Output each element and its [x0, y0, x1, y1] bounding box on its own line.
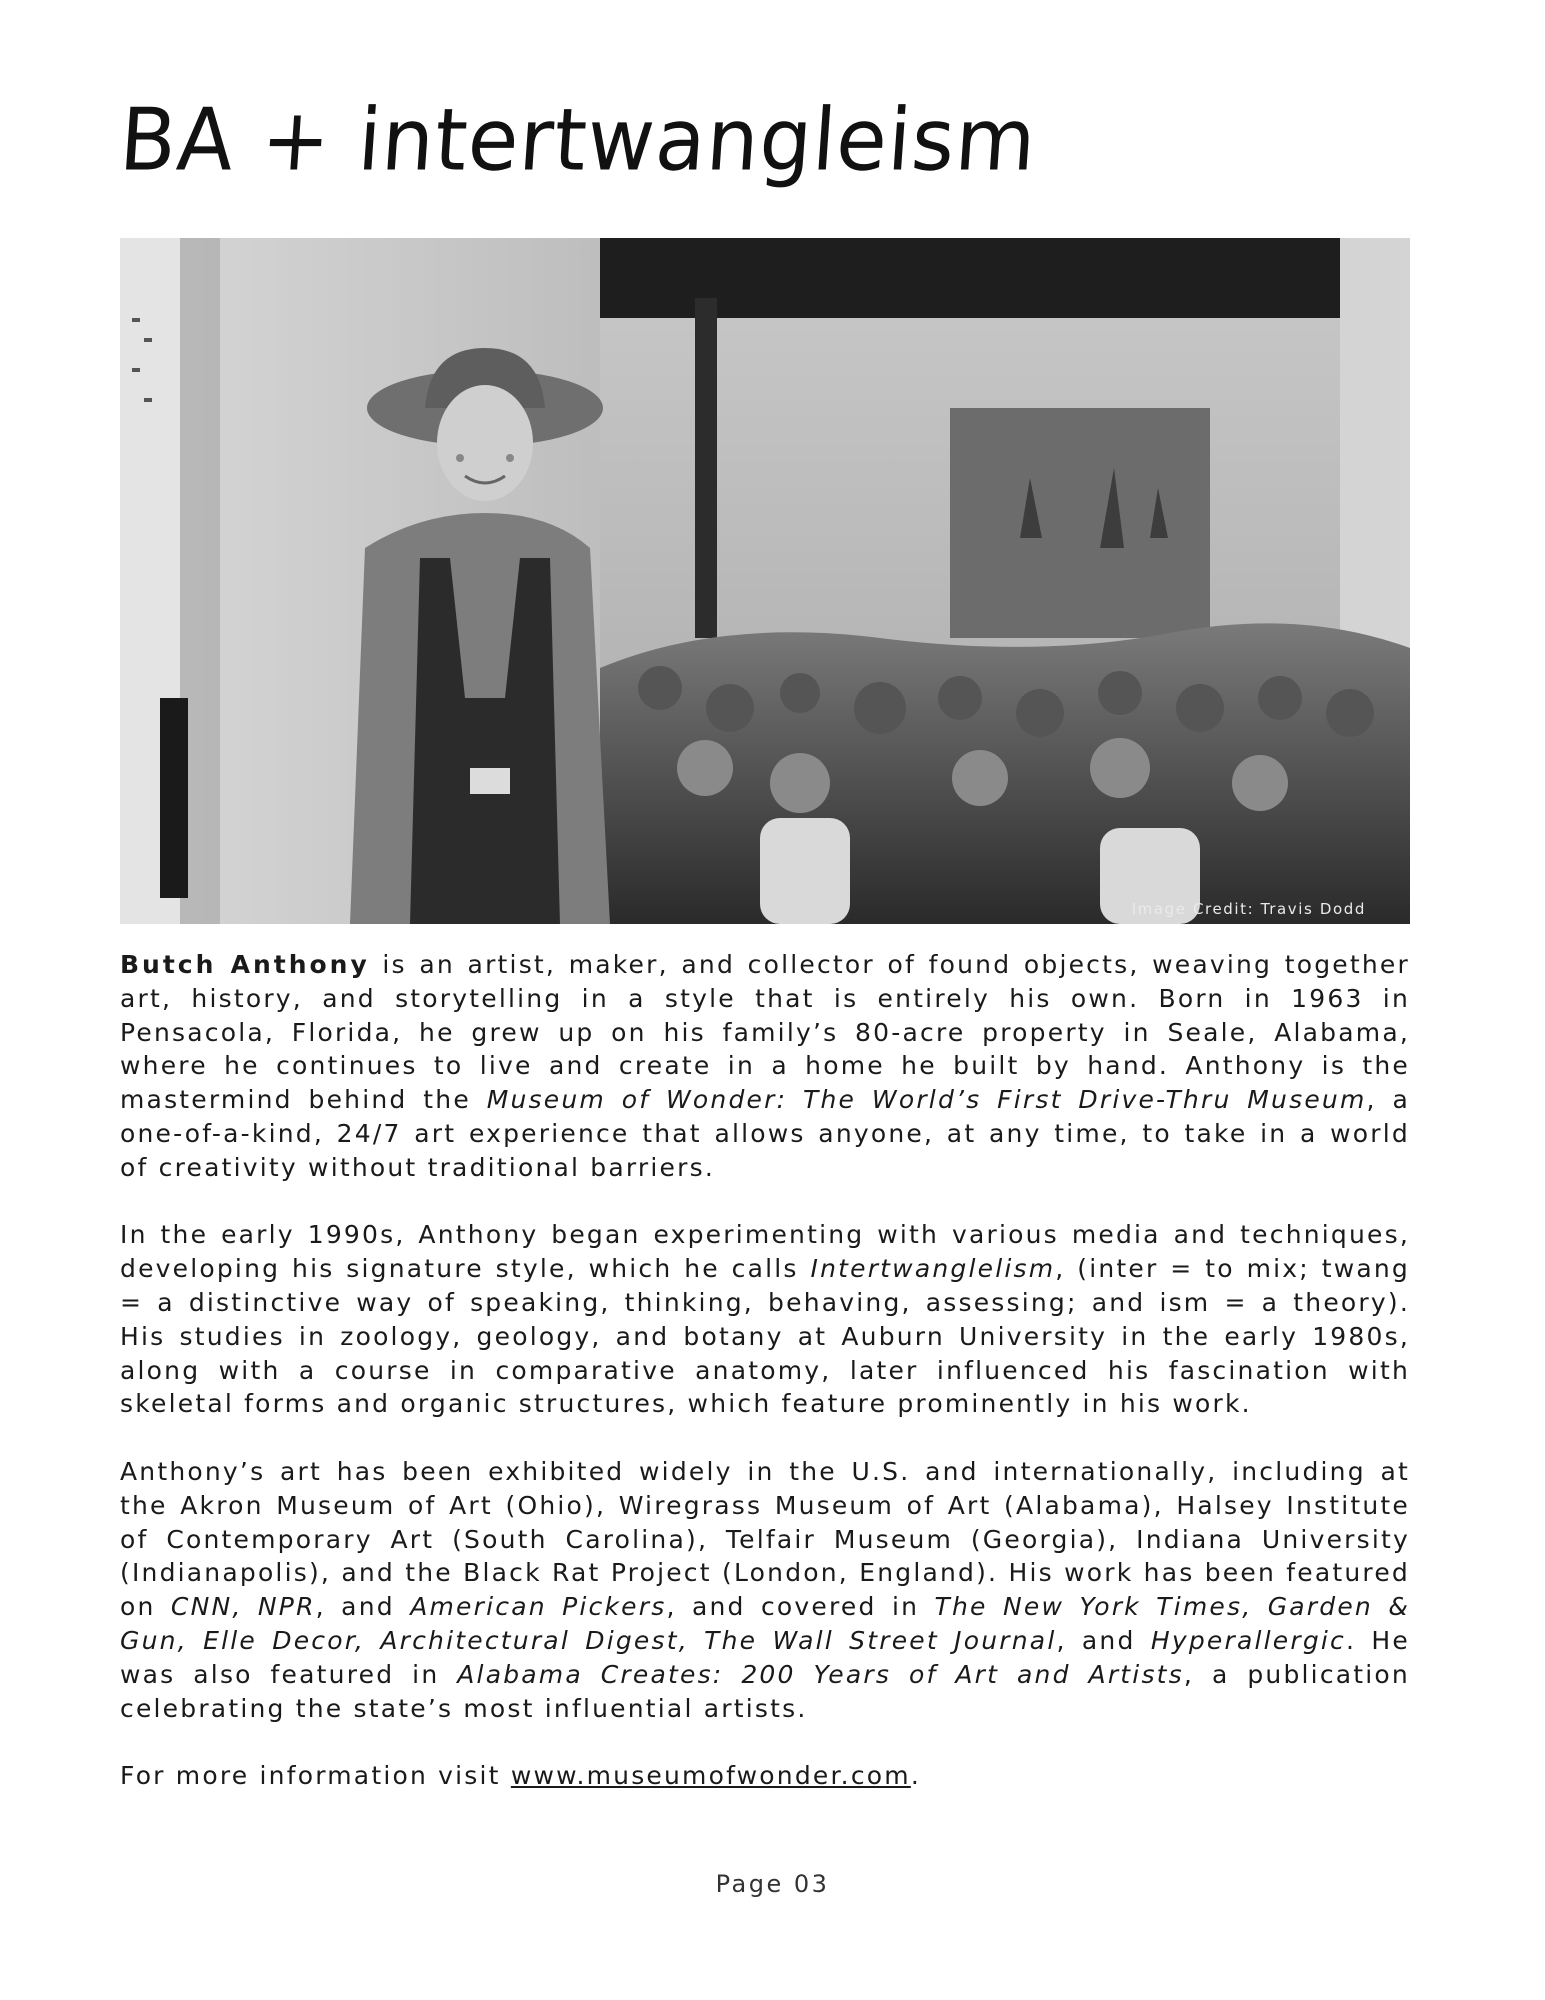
bio-paragraph-4 — [120, 1759, 1410, 1793]
page-title: BA + intertwangleism — [116, 90, 1040, 191]
text-run: , and — [1056, 1625, 1151, 1655]
text-run: , a publication celebrating the state’s most influential artists. — [120, 1659, 1410, 1723]
bio-text — [120, 948, 1410, 1793]
bio-paragraph-1 — [120, 948, 1410, 1185]
text-run: is an artist, maker, and collector of found objects, weaving together art, history, and storytelling in a style that is entirely his own. Born in 1963 in Pensacola, Florida, he grew up on his family’s 80-acre property in Seale, Alabama, where he continues to live and create in a home he built by hand. Anthony is the mastermind behind the — [120, 950, 1410, 1115]
text-run: , and covered in — [666, 1592, 935, 1622]
media-title: The New York Times, Garden & Gun, Elle Decor, Architectural Digest, The Wall Street Journal — [120, 1592, 1411, 1655]
media-title: CNN, NPR — [170, 1592, 316, 1622]
book-title: Alabama Creates: 200 Years of Art and Artists — [457, 1659, 1184, 1689]
artist-name: Butch Anthony — [120, 950, 370, 979]
hero-photo — [120, 238, 1410, 924]
text-run: Anthony’s art has been exhibited widely in the U.S. and internationally, including at the Akron Museum of Art (Ohio), Wiregrass Museum of Art (Alabama), Halsey Institute of Contemporary Art (South Carolina), Telfair Museum (Georgia), Indiana University (Indianapolis), and the Black Rat Project (London, England). His work has been featured on — [120, 1456, 1410, 1622]
photo-illustration — [120, 238, 1410, 924]
bio-paragraph-2 — [120, 1218, 1410, 1421]
media-title: Hyperallergic — [1150, 1625, 1346, 1655]
page-number: Page 03 — [715, 1870, 830, 1898]
text-run: , (inter = to mix; twang = a distinctive way of speaking, thinking, behaving, assessing; and ism = a theory). His studies in zoology, geology, and botany at Auburn University in the early 1980s, along with a course in comparative anatomy, later influenced his fascination with skeletal forms and organic structures, which feature prominently in his work. — [120, 1254, 1410, 1419]
text-run: For more information visit — [120, 1761, 511, 1791]
museum-title: Museum of Wonder: The World’s First Drive-Thru Museum — [486, 1085, 1367, 1115]
text-run: . He was also featured in — [120, 1625, 1411, 1689]
bio-paragraph-3 — [120, 1455, 1410, 1725]
text-run: . — [910, 1761, 921, 1791]
media-title: American Pickers — [410, 1592, 667, 1622]
text-run: , a one-of-a-kind, 24/7 art experience that allows anyone, at any time, to take in a world of creativity without traditional barriers. — [120, 1085, 1410, 1182]
text-run: , and — [315, 1592, 411, 1622]
image-credit: Image Credit: Travis Dodd — [1131, 900, 1366, 918]
museum-website-link[interactable]: www.museumofwonder.com — [510, 1761, 911, 1791]
style-name: Intertwanglelism — [810, 1254, 1056, 1284]
text-run: In the early 1990s, Anthony began experimenting with various media and techniques, developing his signature style, which he calls — [120, 1220, 1410, 1284]
